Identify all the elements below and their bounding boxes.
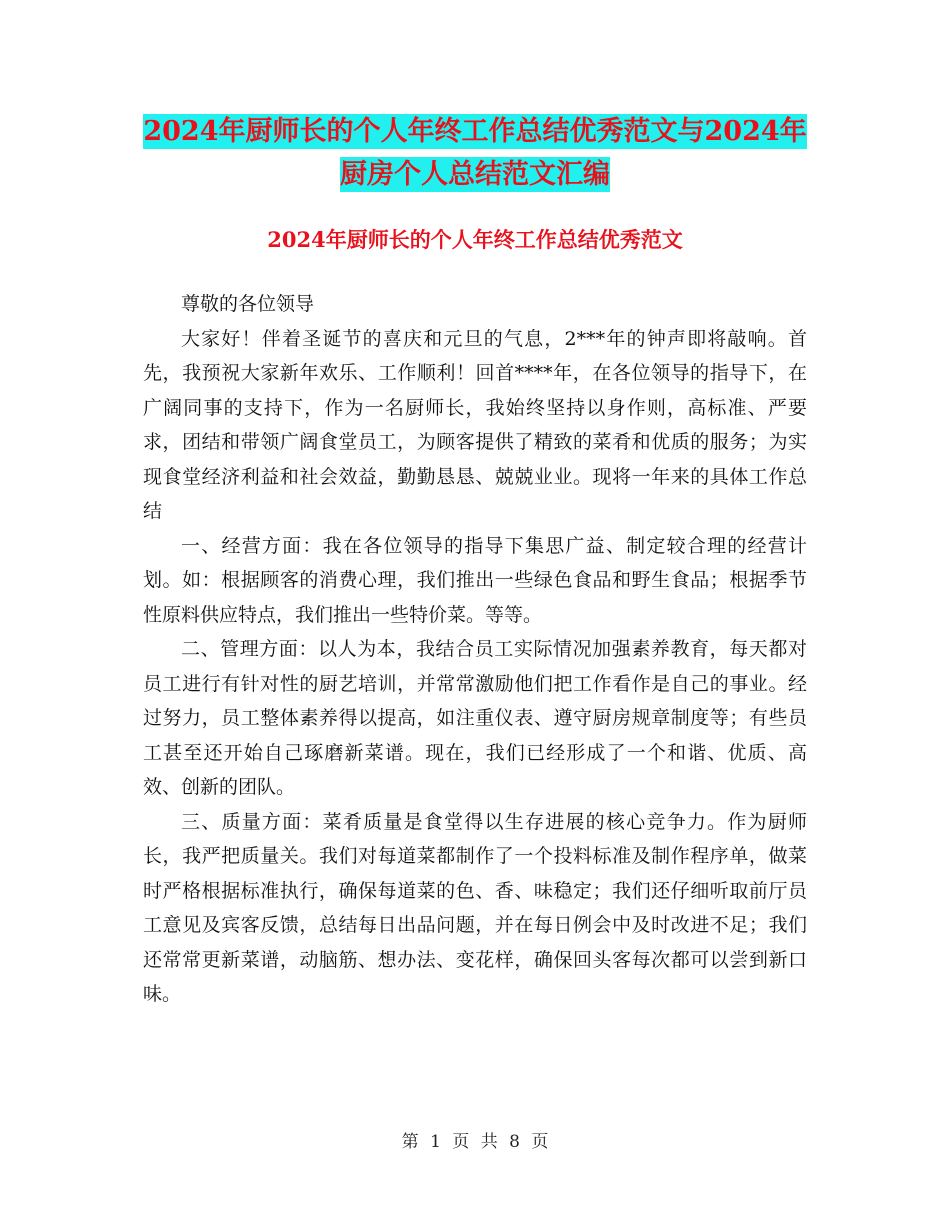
salutation: 尊敬的各位领导 (181, 293, 315, 315)
page-footer: 第 1 页 共 8 页 (401, 1132, 549, 1152)
paragraph-quality: 三、质量方面：菜肴质量是食堂得以生存进展的核心竞争力。作为厨师长，我严把质量关。我们对每道菜都制作了一个投料标准及制作程序单，做菜时严格根据标准执行，确保每道菜的色、香、味稳定；我们还仔细听取前厅员工意见及宾客反馈，总结每日出品问题，并在每日例会中及时改进不足；我们还常常更新菜谱，动脑筋、想办法、变花样，确保回头客每次都可以尝到新口味。 (143, 810, 807, 1005)
main-title-line-1: 2024年厨师长的个人年终工作总结优秀范文与2024年 (143, 116, 807, 147)
paragraph-operations: 一、经营方面：我在各位领导的指导下集思广益、制定较合理的经营计划。如：根据顾客的消费心理，我们推出一些绿色食品和野生食品；根据季节性原料供应特点，我们推出一些特价菜。等等。 (143, 534, 807, 626)
section-title: 2024年厨师长的个人年终工作总结优秀范文 (267, 227, 683, 252)
main-title-line-2: 厨房个人总结范文汇编 (340, 159, 610, 190)
paragraph-intro: 大家好！伴着圣诞节的喜庆和元旦的气息，2***年的钟声即将敲响。首先，我预祝大家新年欢乐、工作顺利！回首****年，在各位领导的指导下，在广阔同事的支持下，作为一名厨师长，我始终坚持以身作则，高标准、严要求，团结和带领广阔食堂员工，为顾客提供了精致的菜肴和优质的服务；为实现食堂经济利益和社会效益，勤勤恳恳、兢兢业业。现将一年来的具体工作总结 (143, 327, 807, 522)
main-title (120, 110, 830, 196)
body-text (143, 287, 807, 1012)
paragraph-management: 二、管理方面：以人为本，我结合员工实际情况加强素养教育，每天都对员工进行有针对性的厨艺培训，并常常激励他们把工作看作是自己的事业。经过努力，员工整体素养得以提高，如注重仪表、遵守厨房规章制度等；有些员工甚至还开始自己琢磨新菜谱。现在，我们已经形成了一个和谐、优质、高效、创新的团队。 (143, 638, 807, 798)
